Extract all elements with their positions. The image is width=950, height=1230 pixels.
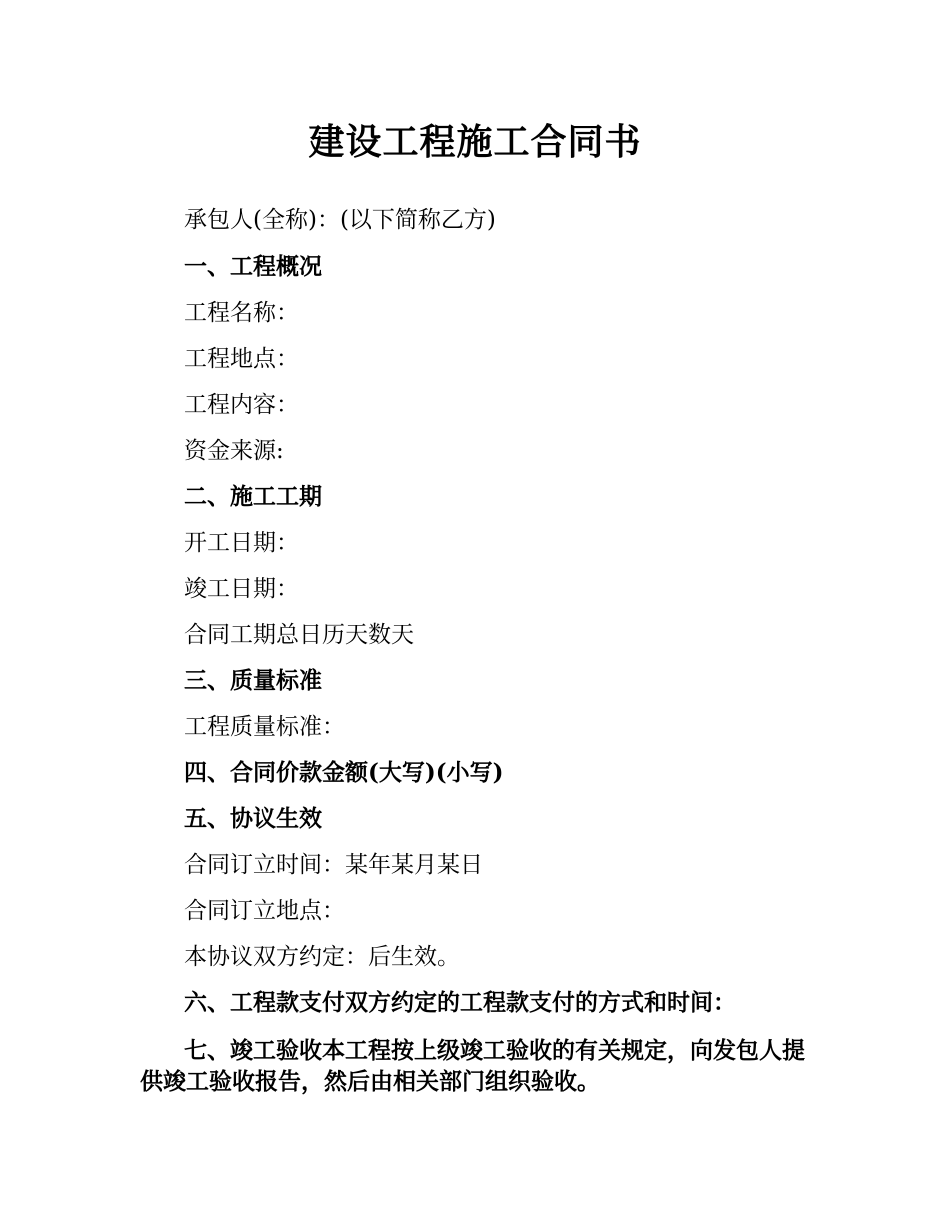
section-heading-payment: 六、工程款支付双方约定的工程款支付的方式和时间： — [184, 989, 736, 1016]
project-name-field: 工程名称： — [184, 300, 299, 326]
contractor-line: 承包人(全称)：(以下简称乙方) — [184, 207, 496, 233]
funding-source-field: 资金来源: — [184, 438, 284, 464]
completion-date-field: 竣工日期： — [184, 576, 299, 602]
section-heading-quality: 三、质量标准 — [184, 667, 322, 694]
signing-time-field: 合同订立时间：某年某月某日 — [184, 852, 483, 878]
signing-place-field: 合同订立地点： — [184, 898, 345, 924]
section-heading-schedule: 二、施工工期 — [184, 483, 322, 510]
section-acceptance-paragraph: 七、竣工验收本工程按上级竣工验收的有关规定，向发包人提供竣工验收报告，然后由相关部门组织验收。 — [140, 1037, 805, 1095]
section-heading-price: 四、合同价款金额(大写)(小写) — [184, 759, 504, 786]
total-duration-field: 合同工期总日历天数天 — [184, 622, 414, 648]
document-title: 建设工程施工合同书 — [308, 121, 642, 163]
section-heading-effect: 五、协议生效 — [184, 805, 322, 832]
project-content-field: 工程内容： — [184, 392, 299, 418]
quality-standard-field: 工程质量标准： — [184, 714, 345, 740]
project-location-field: 工程地点： — [184, 346, 299, 372]
section-heading-overview: 一、工程概况 — [184, 253, 322, 280]
effective-clause: 本协议双方约定：后生效。 — [184, 944, 460, 970]
start-date-field: 开工日期： — [184, 530, 299, 556]
